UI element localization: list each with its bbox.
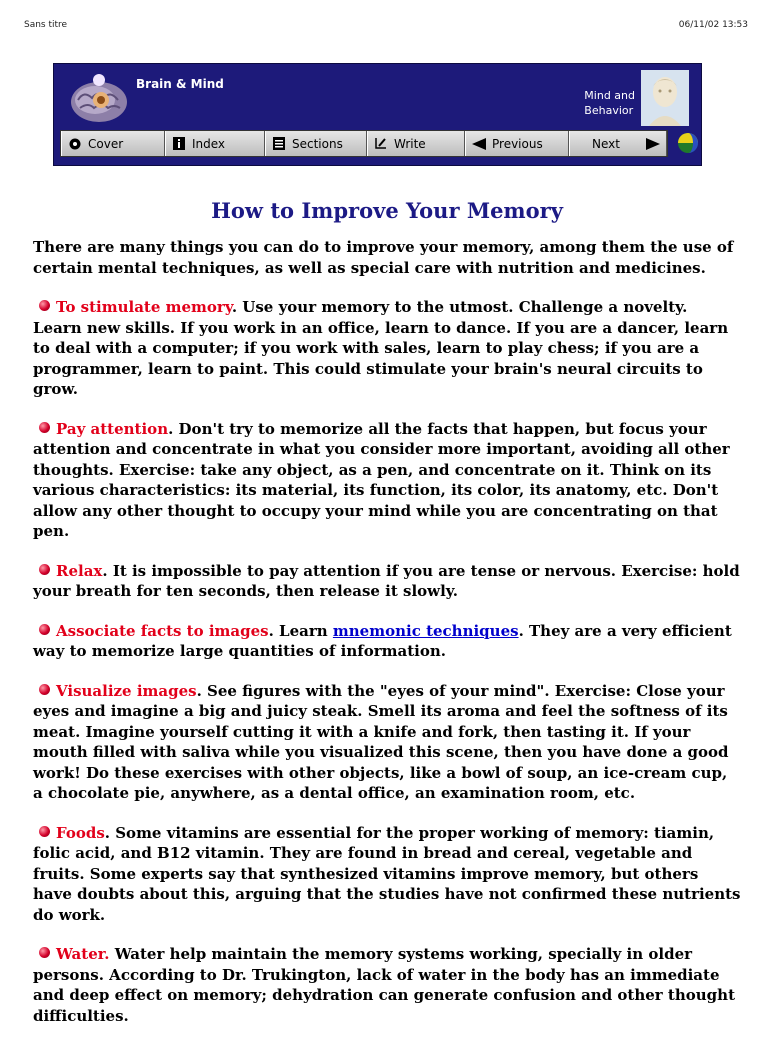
banner-top	[54, 64, 701, 130]
section-label-line-2: Behavior	[584, 104, 634, 117]
nav-previous-button[interactable]	[465, 131, 569, 156]
tip-text: Water help maintain the memory systems working, specially in older persons. According to Dr. Trukington, lack of water in the body has an immediate and deep effect on memory; dehydration can generate confusion and other thought difficulties.	[33, 945, 735, 1025]
section-label-line-1: Mind and	[584, 89, 635, 102]
nav-previous-label: Previous	[492, 136, 543, 151]
brain-logo-icon[interactable]	[68, 70, 130, 126]
list-icon	[272, 137, 286, 151]
tip-text-after: . They are a very efficient way to memorize large quantities of information.	[33, 621, 732, 660]
tip-term: Pay attention	[56, 419, 169, 438]
statue-icon	[641, 70, 689, 126]
tip-term: Visualize images	[56, 681, 197, 700]
globe-icon[interactable]	[677, 132, 699, 154]
tip-term: Foods	[56, 823, 105, 842]
article	[33, 198, 741, 1045]
print-title: Sans titre	[24, 20, 68, 30]
tip-associate-facts	[33, 621, 741, 662]
tip-water	[33, 944, 741, 1026]
nav-next-button[interactable]	[569, 131, 667, 156]
site-name: Brain & Mind	[136, 77, 224, 91]
tip-term: Relax	[56, 561, 103, 580]
nav-write-label: Write	[394, 136, 426, 151]
print-header	[24, 20, 748, 30]
info-icon	[172, 137, 186, 151]
nav-cover-label: Cover	[88, 136, 124, 151]
section-label	[584, 88, 635, 118]
tip-term: To stimulate memory	[56, 298, 232, 316]
red-bullet-icon	[39, 422, 50, 433]
red-bullet-icon	[39, 300, 50, 311]
print-datetime: 06/11/02 13:53	[678, 20, 748, 30]
nav-write-button[interactable]	[367, 131, 465, 156]
nav-sections-label: Sections	[292, 136, 343, 151]
nav-cover-button[interactable]	[61, 131, 165, 156]
tip-foods	[33, 823, 741, 926]
tip-text: . It is impossible to pay attention if you are tense or nervous. Exercise: hold your breath for ten seconds, then release it slowly.	[33, 561, 740, 600]
nav-bar	[60, 130, 668, 157]
tip-relax	[33, 561, 741, 602]
nav-sections-button[interactable]	[265, 131, 367, 156]
nav-index-label: Index	[192, 136, 226, 151]
tip-text-before: . Learn	[268, 621, 333, 640]
tip-text: . See figures with the "eyes of your mind". Exercise: Close your eyes and imagine a big and juicy steak. Smell its aroma and feel the softness of its meat. Imagine yourself cutting it with a knife and fork, then tasting it. If your mouth filled with saliva while you visualized this scene, then you have done a good work! Do these exercises with other objects, like a bowl of soup, an ice-cream cup, a chocolate pie, anywhere, as a dental office, an examination room, etc.	[33, 681, 729, 802]
nav-index-button[interactable]	[165, 131, 265, 156]
tip-pay-attention	[33, 419, 741, 542]
tip-visualize-images	[33, 681, 741, 804]
tip-term: Water.	[56, 945, 110, 963]
arrow-right-icon	[646, 137, 660, 151]
red-bullet-icon	[39, 947, 50, 958]
site-banner	[53, 63, 702, 166]
red-bullet-icon	[39, 826, 50, 837]
mnemonic-techniques-link[interactable]: mnemonic techniques	[332, 621, 519, 640]
article-intro: There are many things you can do to improve your memory, among them the use of certain mental techniques, as well as special care with nutrition and medicines.	[33, 238, 734, 277]
arrow-left-icon	[472, 137, 486, 151]
article-title: How to Improve Your Memory	[211, 198, 563, 223]
nav-next-label: Next	[592, 136, 620, 151]
tip-stimulate-memory	[33, 297, 741, 400]
red-bullet-icon	[39, 624, 50, 635]
red-bullet-icon	[39, 564, 50, 575]
disc-icon	[68, 137, 82, 151]
tip-text: . Use your memory to the utmost. Challenge a novelty. Learn new skills. If you work in an office, learn to dance. If you are a dancer, learn to deal with a computer; if you work with sales, learn to play chess; if you are a programmer, learn to paint. This could stimulate your brain's neural circuits to grow.	[33, 298, 729, 398]
tip-term: Associate facts to images	[56, 621, 269, 640]
tip-text: . Some vitamins are essential for the proper working of memory: tiamin, folic acid, and B12 vitamin. They are found in bread and cereal, vegetable and fruits. Some experts say that synthesized vitamins improve memory, but others have doubts about this, arguing that the studies have not confirmed these nutrients do work.	[33, 823, 741, 924]
pen-icon	[374, 137, 388, 151]
tip-text: . Don't try to memorize all the facts that happen, but focus your attention and concentrate in what you consider more important, avoiding all other thoughts. Exercise: take any object, as a pen, and concentrate on it. Think on its various characteristics: its material, its function, its color, its anatomy, etc. Don't allow any other thought to occupy your mind while you are concentrating on that pen.	[33, 419, 730, 540]
red-bullet-icon	[39, 684, 50, 695]
